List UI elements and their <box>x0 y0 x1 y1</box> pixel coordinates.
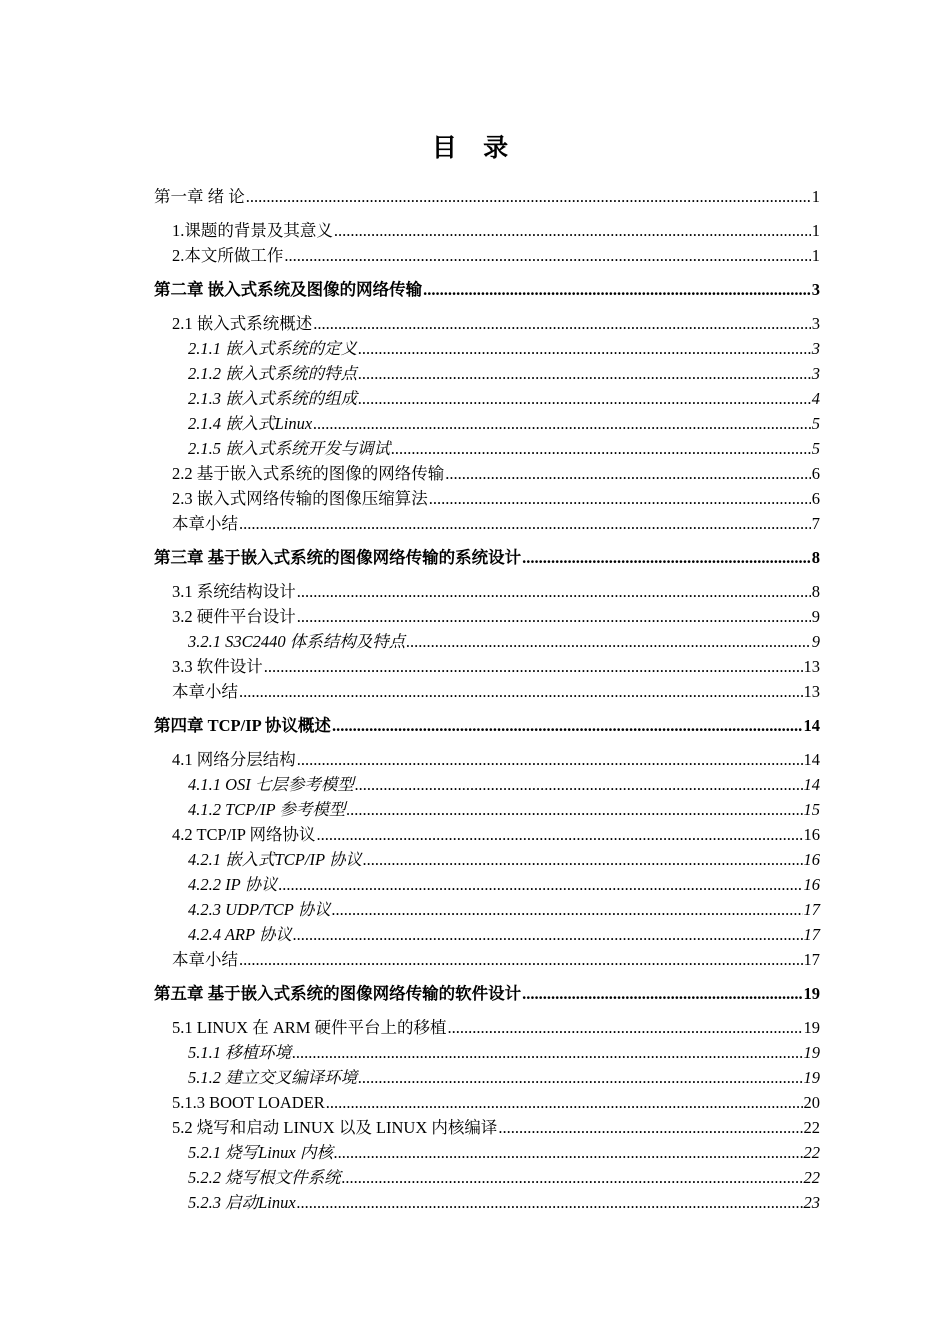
table-of-contents <box>154 184 820 1215</box>
toc-page-number: 8 <box>811 582 820 601</box>
toc-subsection-entry[interactable] <box>154 1190 820 1215</box>
toc-entry-label: 本章小结 <box>172 682 238 701</box>
toc-entry-label: 本章小结 <box>172 950 238 969</box>
toc-dot-leader <box>284 243 810 268</box>
toc-section-entry[interactable] <box>154 579 820 604</box>
toc-subsection-entry[interactable] <box>154 872 820 897</box>
toc-dot-leader <box>358 386 811 411</box>
toc-page-number: 17 <box>803 950 820 969</box>
toc-dot-leader <box>358 336 811 361</box>
toc-page-number: 3 <box>811 339 820 358</box>
toc-entry-label: 4.2.2 IP 协议 <box>188 875 278 894</box>
toc-entry-label: 2.1 嵌入式系统概述 <box>172 314 313 333</box>
toc-dot-leader <box>355 772 803 797</box>
toc-dot-leader <box>445 461 811 486</box>
toc-dot-leader <box>391 436 811 461</box>
toc-page-number: 22 <box>803 1168 820 1187</box>
toc-page-number: 3 <box>811 314 820 333</box>
toc-page-number: 6 <box>811 489 820 508</box>
toc-page-number: 5 <box>811 414 820 433</box>
toc-entry-label: 第二章 嵌入式系统及图像的网络传输 <box>154 280 423 299</box>
toc-entry-label: 4.2.3 UDP/TCP 协议 <box>188 900 331 919</box>
toc-section-entry[interactable] <box>154 604 820 629</box>
toc-section-entry[interactable] <box>154 311 820 336</box>
toc-dot-leader <box>346 797 802 822</box>
toc-subsection-entry[interactable] <box>154 772 820 797</box>
toc-dot-leader <box>522 981 802 1006</box>
toc-entry-label: 5.1.2 建立交叉编译环境 <box>188 1068 358 1087</box>
toc-dot-leader <box>326 1090 803 1115</box>
toc-page-number: 1 <box>811 187 820 206</box>
toc-section-entry[interactable] <box>154 486 820 511</box>
toc-subsection-entry[interactable] <box>154 386 820 411</box>
toc-entry-label: 2.1.4 嵌入式Linux <box>188 414 313 433</box>
toc-entry-label: 4.2.4 ARP 协议 <box>188 925 292 944</box>
toc-entry-label: 4.2.1 嵌入式TCP/IP 协议 <box>188 850 362 869</box>
toc-dot-leader <box>522 545 811 570</box>
toc-entry-label: 2.3 嵌入式网络传输的图像压缩算法 <box>172 489 428 508</box>
toc-dot-leader <box>316 822 802 847</box>
toc-page-number: 17 <box>803 900 820 919</box>
toc-subsection-entry[interactable] <box>154 629 820 654</box>
toc-dot-leader <box>297 1190 803 1215</box>
toc-subsection-entry[interactable] <box>154 1040 820 1065</box>
toc-dot-leader <box>406 629 810 654</box>
toc-page-number: 13 <box>803 682 820 701</box>
toc-subsection-entry[interactable] <box>154 411 820 436</box>
toc-dot-leader <box>313 411 811 436</box>
toc-page-number: 3 <box>811 364 820 383</box>
toc-chapter-entry[interactable] <box>154 981 820 1006</box>
toc-subsection-entry[interactable] <box>154 897 820 922</box>
toc-entry-label: 5.2.3 启动Linux <box>188 1193 296 1212</box>
toc-dot-leader <box>246 184 811 209</box>
toc-page-number: 9 <box>811 607 820 626</box>
toc-dot-leader <box>279 872 803 897</box>
toc-chapter-entry[interactable] <box>154 713 820 738</box>
toc-section-entry[interactable] <box>154 1090 820 1115</box>
toc-entry-label: 5.1.1 移植环境 <box>188 1043 292 1062</box>
toc-entry-label: 2.2 基于嵌入式系统的图像的网络传输 <box>172 464 445 483</box>
toc-page-number: 9 <box>811 632 820 651</box>
toc-subsection-entry[interactable] <box>154 336 820 361</box>
toc-dot-leader <box>297 747 803 772</box>
toc-chapter-entry[interactable] <box>154 545 820 570</box>
toc-page-number: 17 <box>803 925 820 944</box>
toc-page-number: 16 <box>803 850 820 869</box>
toc-dot-leader <box>498 1115 802 1140</box>
toc-page-number: 1 <box>811 221 820 240</box>
toc-dot-leader <box>334 1140 803 1165</box>
toc-dot-leader <box>358 361 811 386</box>
toc-section-entry[interactable] <box>154 679 820 704</box>
toc-page-number: 19 <box>803 1043 820 1062</box>
toc-entry-label: 2.1.3 嵌入式系统的组成 <box>188 389 358 408</box>
toc-entry-label: 5.2 烧写和启动 LINUX 以及 LINUX 内核编译 <box>172 1118 498 1137</box>
toc-section-entry[interactable] <box>154 747 820 772</box>
toc-entry-label: 第一章 绪 论 <box>154 187 245 206</box>
toc-entry-label: 第五章 基于嵌入式系统的图像网络传输的软件设计 <box>154 984 522 1003</box>
toc-entry-label: 3.3 软件设计 <box>172 657 263 676</box>
toc-entry-label: 3.2 硬件平台设计 <box>172 607 296 626</box>
toc-dot-leader <box>429 486 811 511</box>
toc-page-number: 19 <box>803 1018 820 1037</box>
toc-page-number: 20 <box>803 1093 820 1112</box>
toc-subsection-entry[interactable] <box>154 436 820 461</box>
toc-page-number: 14 <box>803 775 820 794</box>
toc-section-entry[interactable] <box>154 822 820 847</box>
toc-page-number: 7 <box>811 514 820 533</box>
toc-section-entry[interactable] <box>154 654 820 679</box>
toc-page-number: 3 <box>811 280 820 299</box>
toc-dot-leader <box>332 897 803 922</box>
toc-section-entry[interactable] <box>154 1115 820 1140</box>
toc-dot-leader <box>358 1065 802 1090</box>
toc-entry-label: 5.2.2 烧写根文件系统 <box>188 1168 341 1187</box>
toc-dot-leader <box>313 311 811 336</box>
toc-page-number: 6 <box>811 464 820 483</box>
toc-chapter-entry[interactable] <box>154 184 820 209</box>
toc-subsection-entry[interactable] <box>154 1065 820 1090</box>
toc-dot-leader <box>297 579 811 604</box>
toc-subsection-entry[interactable] <box>154 847 820 872</box>
toc-dot-leader <box>332 713 803 738</box>
toc-page-number: 1 <box>811 246 820 265</box>
toc-page-number: 8 <box>811 548 820 567</box>
toc-dot-leader <box>292 1040 802 1065</box>
toc-page-number: 13 <box>803 657 820 676</box>
toc-section-entry[interactable] <box>154 461 820 486</box>
toc-subsection-entry[interactable] <box>154 797 820 822</box>
toc-entry-label: 本章小结 <box>172 514 238 533</box>
toc-dot-leader <box>297 604 811 629</box>
toc-dot-leader <box>342 1165 803 1190</box>
toc-entry-label: 5.1 LINUX 在 ARM 硬件平台上的移植 <box>172 1018 447 1037</box>
toc-page-number: 15 <box>803 800 820 819</box>
toc-page-number: 16 <box>803 825 820 844</box>
toc-page-number: 19 <box>803 984 820 1003</box>
toc-subsection-entry[interactable] <box>154 922 820 947</box>
toc-section-entry[interactable] <box>154 243 820 268</box>
toc-page-number: 19 <box>803 1068 820 1087</box>
toc-dot-leader <box>423 277 811 302</box>
toc-entry-label: 2.1.2 嵌入式系统的特点 <box>188 364 358 383</box>
toc-entry-label: 4.1 网络分层结构 <box>172 750 296 769</box>
toc-entry-label: 2.本文所做工作 <box>172 246 284 265</box>
toc-dot-leader <box>293 922 803 947</box>
toc-section-entry[interactable] <box>154 218 820 243</box>
toc-entry-label: 4.1.2 TCP/IP 参考模型 <box>188 800 346 819</box>
toc-dot-leader <box>334 218 811 243</box>
toc-page-number: 16 <box>803 875 820 894</box>
toc-section-entry[interactable] <box>154 1015 820 1040</box>
toc-entry-label: 1.课题的背景及其意义 <box>172 221 333 240</box>
toc-entry-label: 第三章 基于嵌入式系统的图像网络传输的系统设计 <box>154 548 522 567</box>
toc-entry-label: 第四章 TCP/IP 协议概述 <box>154 716 331 735</box>
toc-page-number: 14 <box>803 716 820 735</box>
toc-section-entry[interactable] <box>154 511 820 536</box>
page-title: 目 录 <box>431 135 519 162</box>
toc-entry-label: 4.1.1 OSI 七层参考模型 <box>188 775 354 794</box>
toc-section-entry[interactable] <box>154 947 820 972</box>
toc-entry-label: 2.1.5 嵌入式系统开发与调试 <box>188 439 391 458</box>
toc-subsection-entry[interactable] <box>154 1165 820 1190</box>
toc-entry-label: 3.1 系统结构设计 <box>172 582 296 601</box>
toc-dot-leader <box>448 1015 803 1040</box>
toc-entry-label: 5.1.3 BOOT LOADER <box>172 1093 325 1112</box>
toc-subsection-entry[interactable] <box>154 1140 820 1165</box>
toc-entry-label: 3.2.1 S3C2440 体系结构及特点 <box>188 632 406 651</box>
toc-page-number: 4 <box>811 389 820 408</box>
toc-entry-label: 5.2.1 烧写Linux 内核 <box>188 1143 333 1162</box>
toc-dot-leader <box>264 654 803 679</box>
toc-dot-leader <box>239 947 803 972</box>
toc-page-number: 23 <box>803 1193 820 1212</box>
toc-page-number: 22 <box>803 1143 820 1162</box>
toc-page-number: 22 <box>803 1118 820 1137</box>
toc-subsection-entry[interactable] <box>154 361 820 386</box>
toc-dot-leader <box>363 847 803 872</box>
toc-dot-leader <box>239 679 803 704</box>
toc-page-number: 14 <box>803 750 820 769</box>
toc-chapter-entry[interactable] <box>154 277 820 302</box>
toc-dot-leader <box>239 511 811 536</box>
toc-entry-label: 2.1.1 嵌入式系统的定义 <box>188 339 358 358</box>
toc-page-number: 5 <box>811 439 820 458</box>
toc-entry-label: 4.2 TCP/IP 网络协议 <box>172 825 316 844</box>
